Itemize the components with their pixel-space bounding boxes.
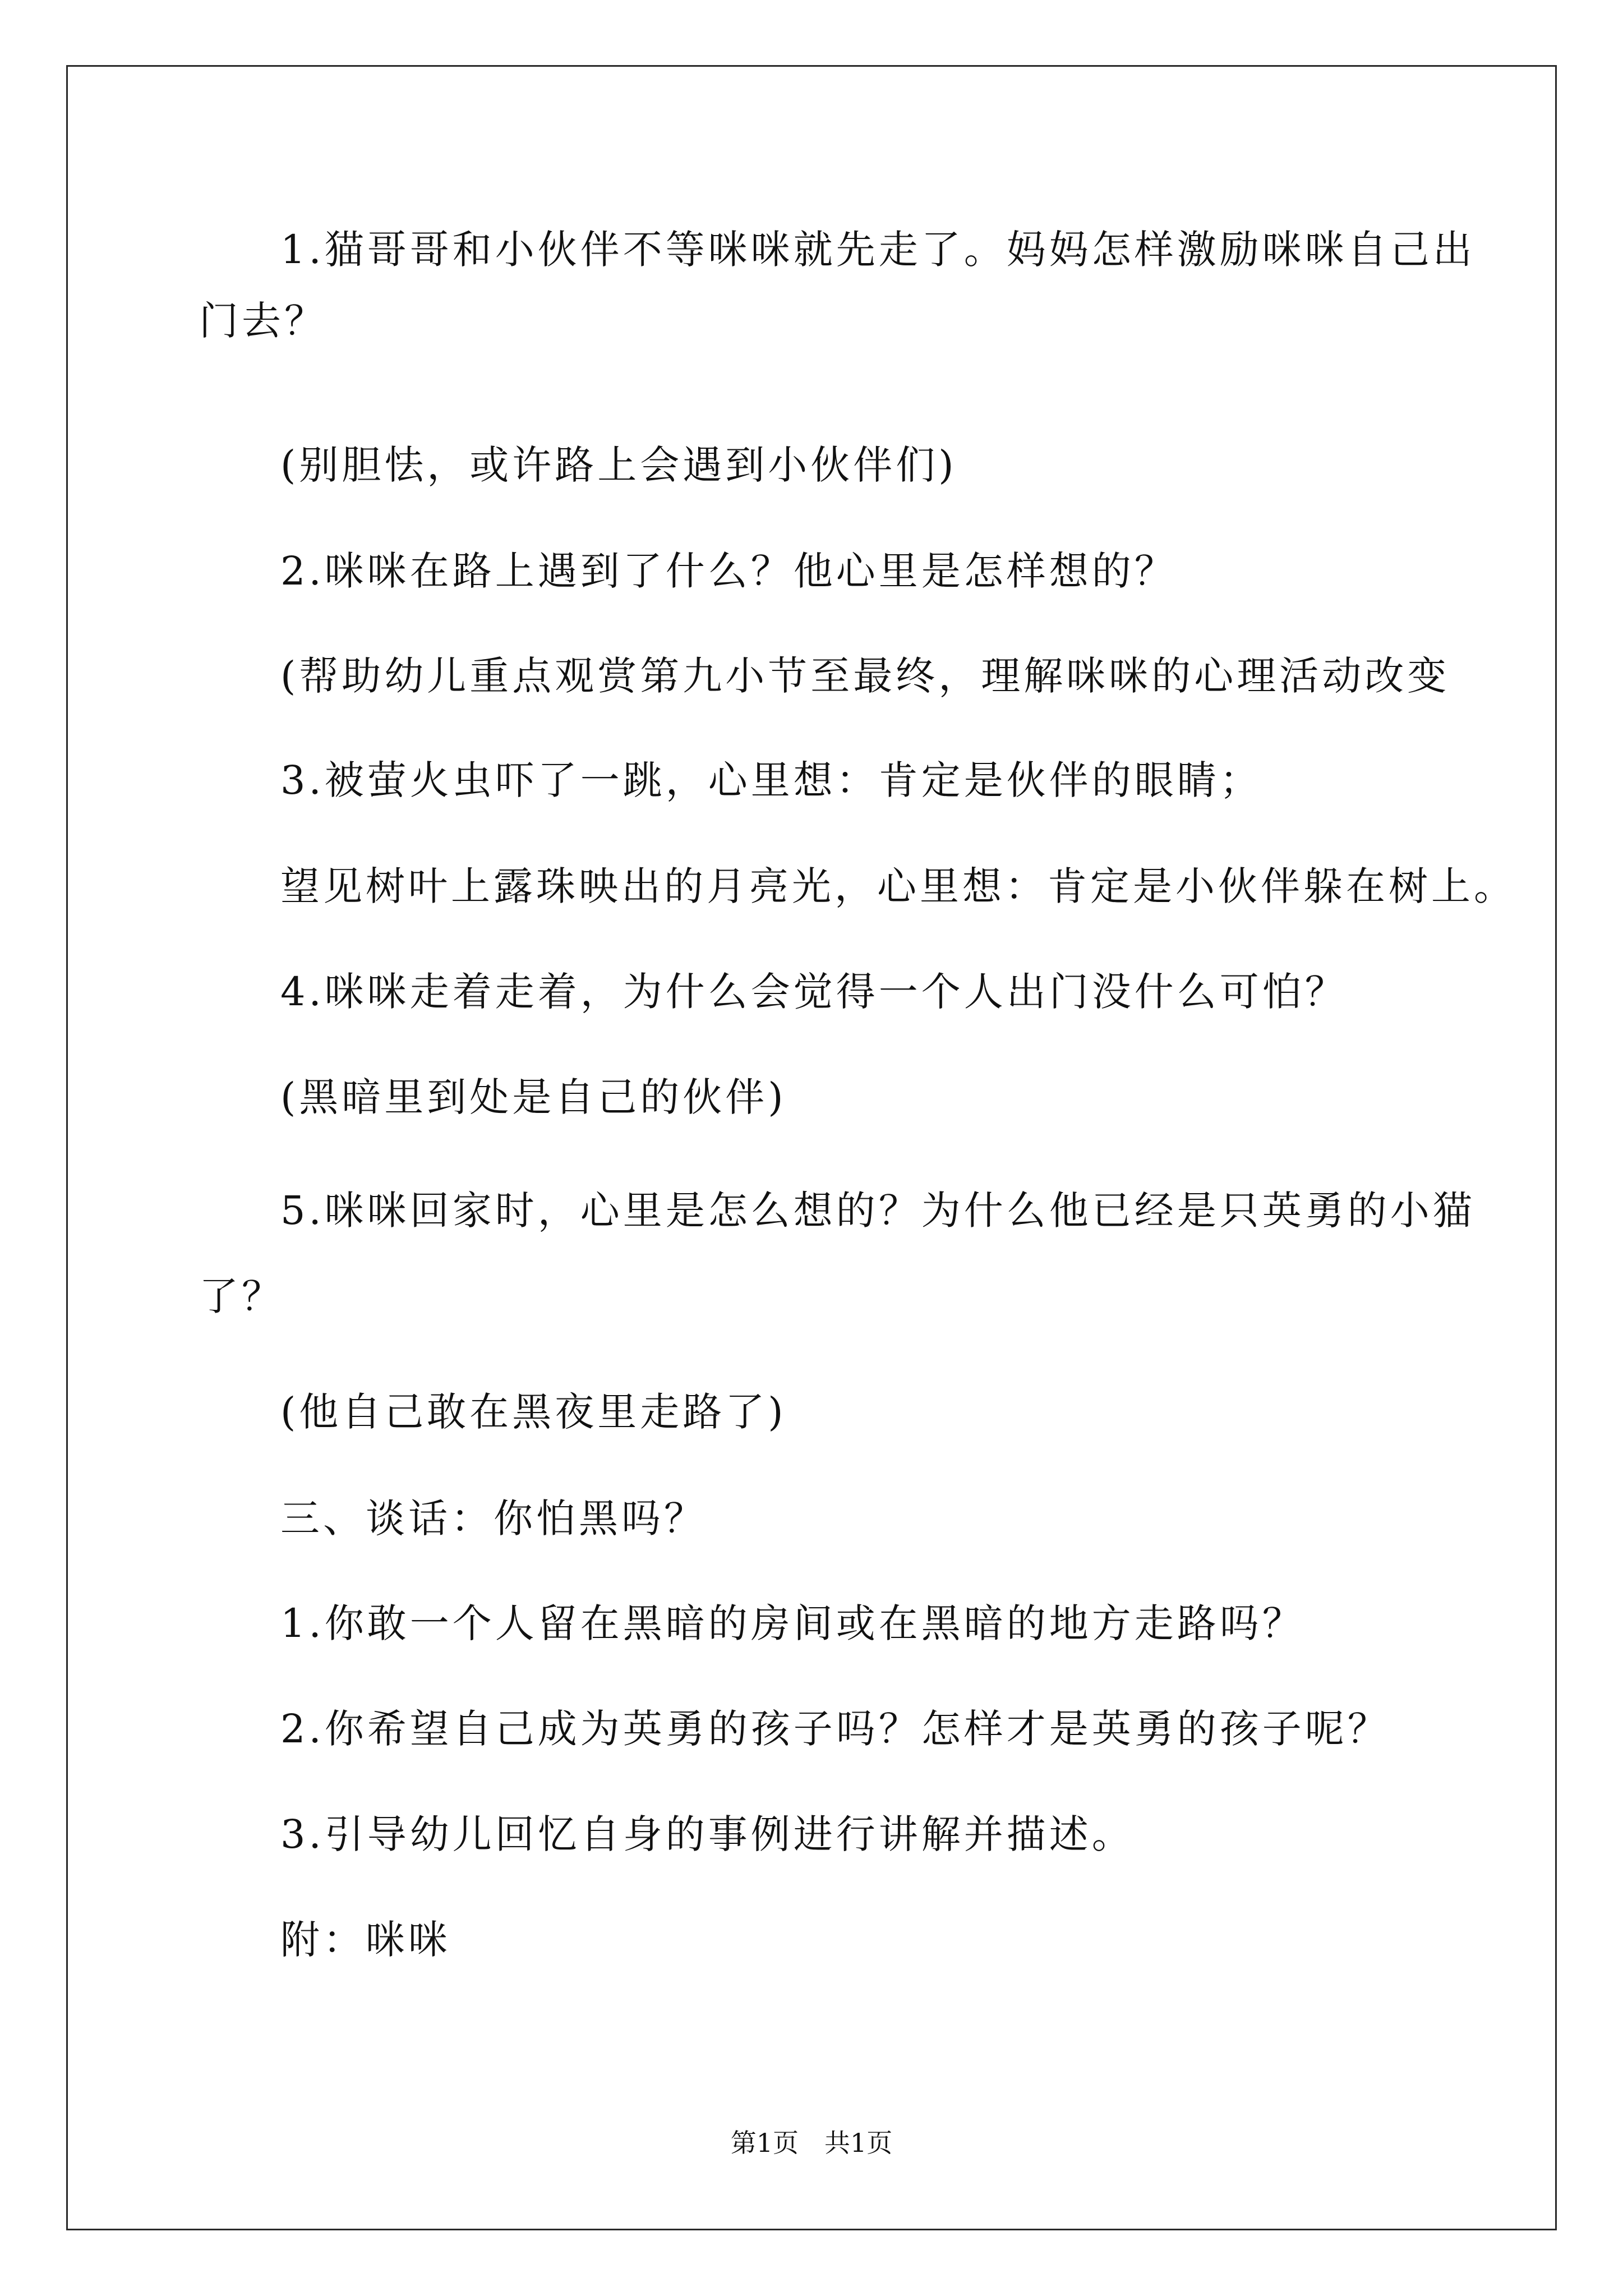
page-border — [66, 65, 1557, 2230]
paragraph-line: 2.你希望自己成为英勇的孩子吗？怎样才是英勇的孩子呢？ — [280, 1706, 1390, 1752]
paragraph-line: 3.被萤火虫吓了一跳，心里想：肯定是伙伴的眼睛； — [280, 757, 1262, 803]
paragraph-line: (他自己敢在黑夜里走路了) — [280, 1389, 787, 1435]
paragraph-line: 1.你敢一个人留在黑暗的房间或在黑暗的地方走路吗？ — [280, 1600, 1305, 1646]
paragraph-line: (别胆怯，或许路上会遇到小伙伴们) — [280, 442, 957, 488]
paragraph-line: 4.咪咪走着走着，为什么会觉得一个人出门没什么可怕？ — [280, 969, 1348, 1015]
paragraph-line: 5.咪咪回家时，心里是怎么想的？为什么他已经是只英勇的小猫 — [280, 1188, 1476, 1234]
paragraph-line: 望见树叶上露珠映出的月亮光，心里想：肯定是小伙伴躲在树上。 — [280, 863, 1516, 909]
paragraph-line: 3.引导幼儿回忆自身的事例进行讲解并描述。 — [280, 1811, 1135, 1857]
section-heading: 三、谈话：你怕黑吗？ — [280, 1496, 707, 1542]
paragraph-line: (帮助幼儿重点观赏第九小节至最终，理解咪咪的心理活动改变 — [280, 653, 1450, 699]
paragraph-line: 附：咪咪 — [280, 1917, 451, 1963]
paragraph-line: 了？ — [199, 1273, 284, 1319]
paragraph-line: (黑暗里到处是自己的伙伴) — [280, 1074, 787, 1120]
paragraph-line: 门去？ — [199, 298, 327, 344]
paragraph-line: 1.猫哥哥和小伙伴不等咪咪就先走了。妈妈怎样激励咪咪自己出 — [280, 227, 1476, 273]
page-number-footer: 第1页 共1页 — [730, 2128, 893, 2158]
paragraph-line: 2.咪咪在路上遇到了什么？他心里是怎样想的？ — [280, 548, 1177, 594]
